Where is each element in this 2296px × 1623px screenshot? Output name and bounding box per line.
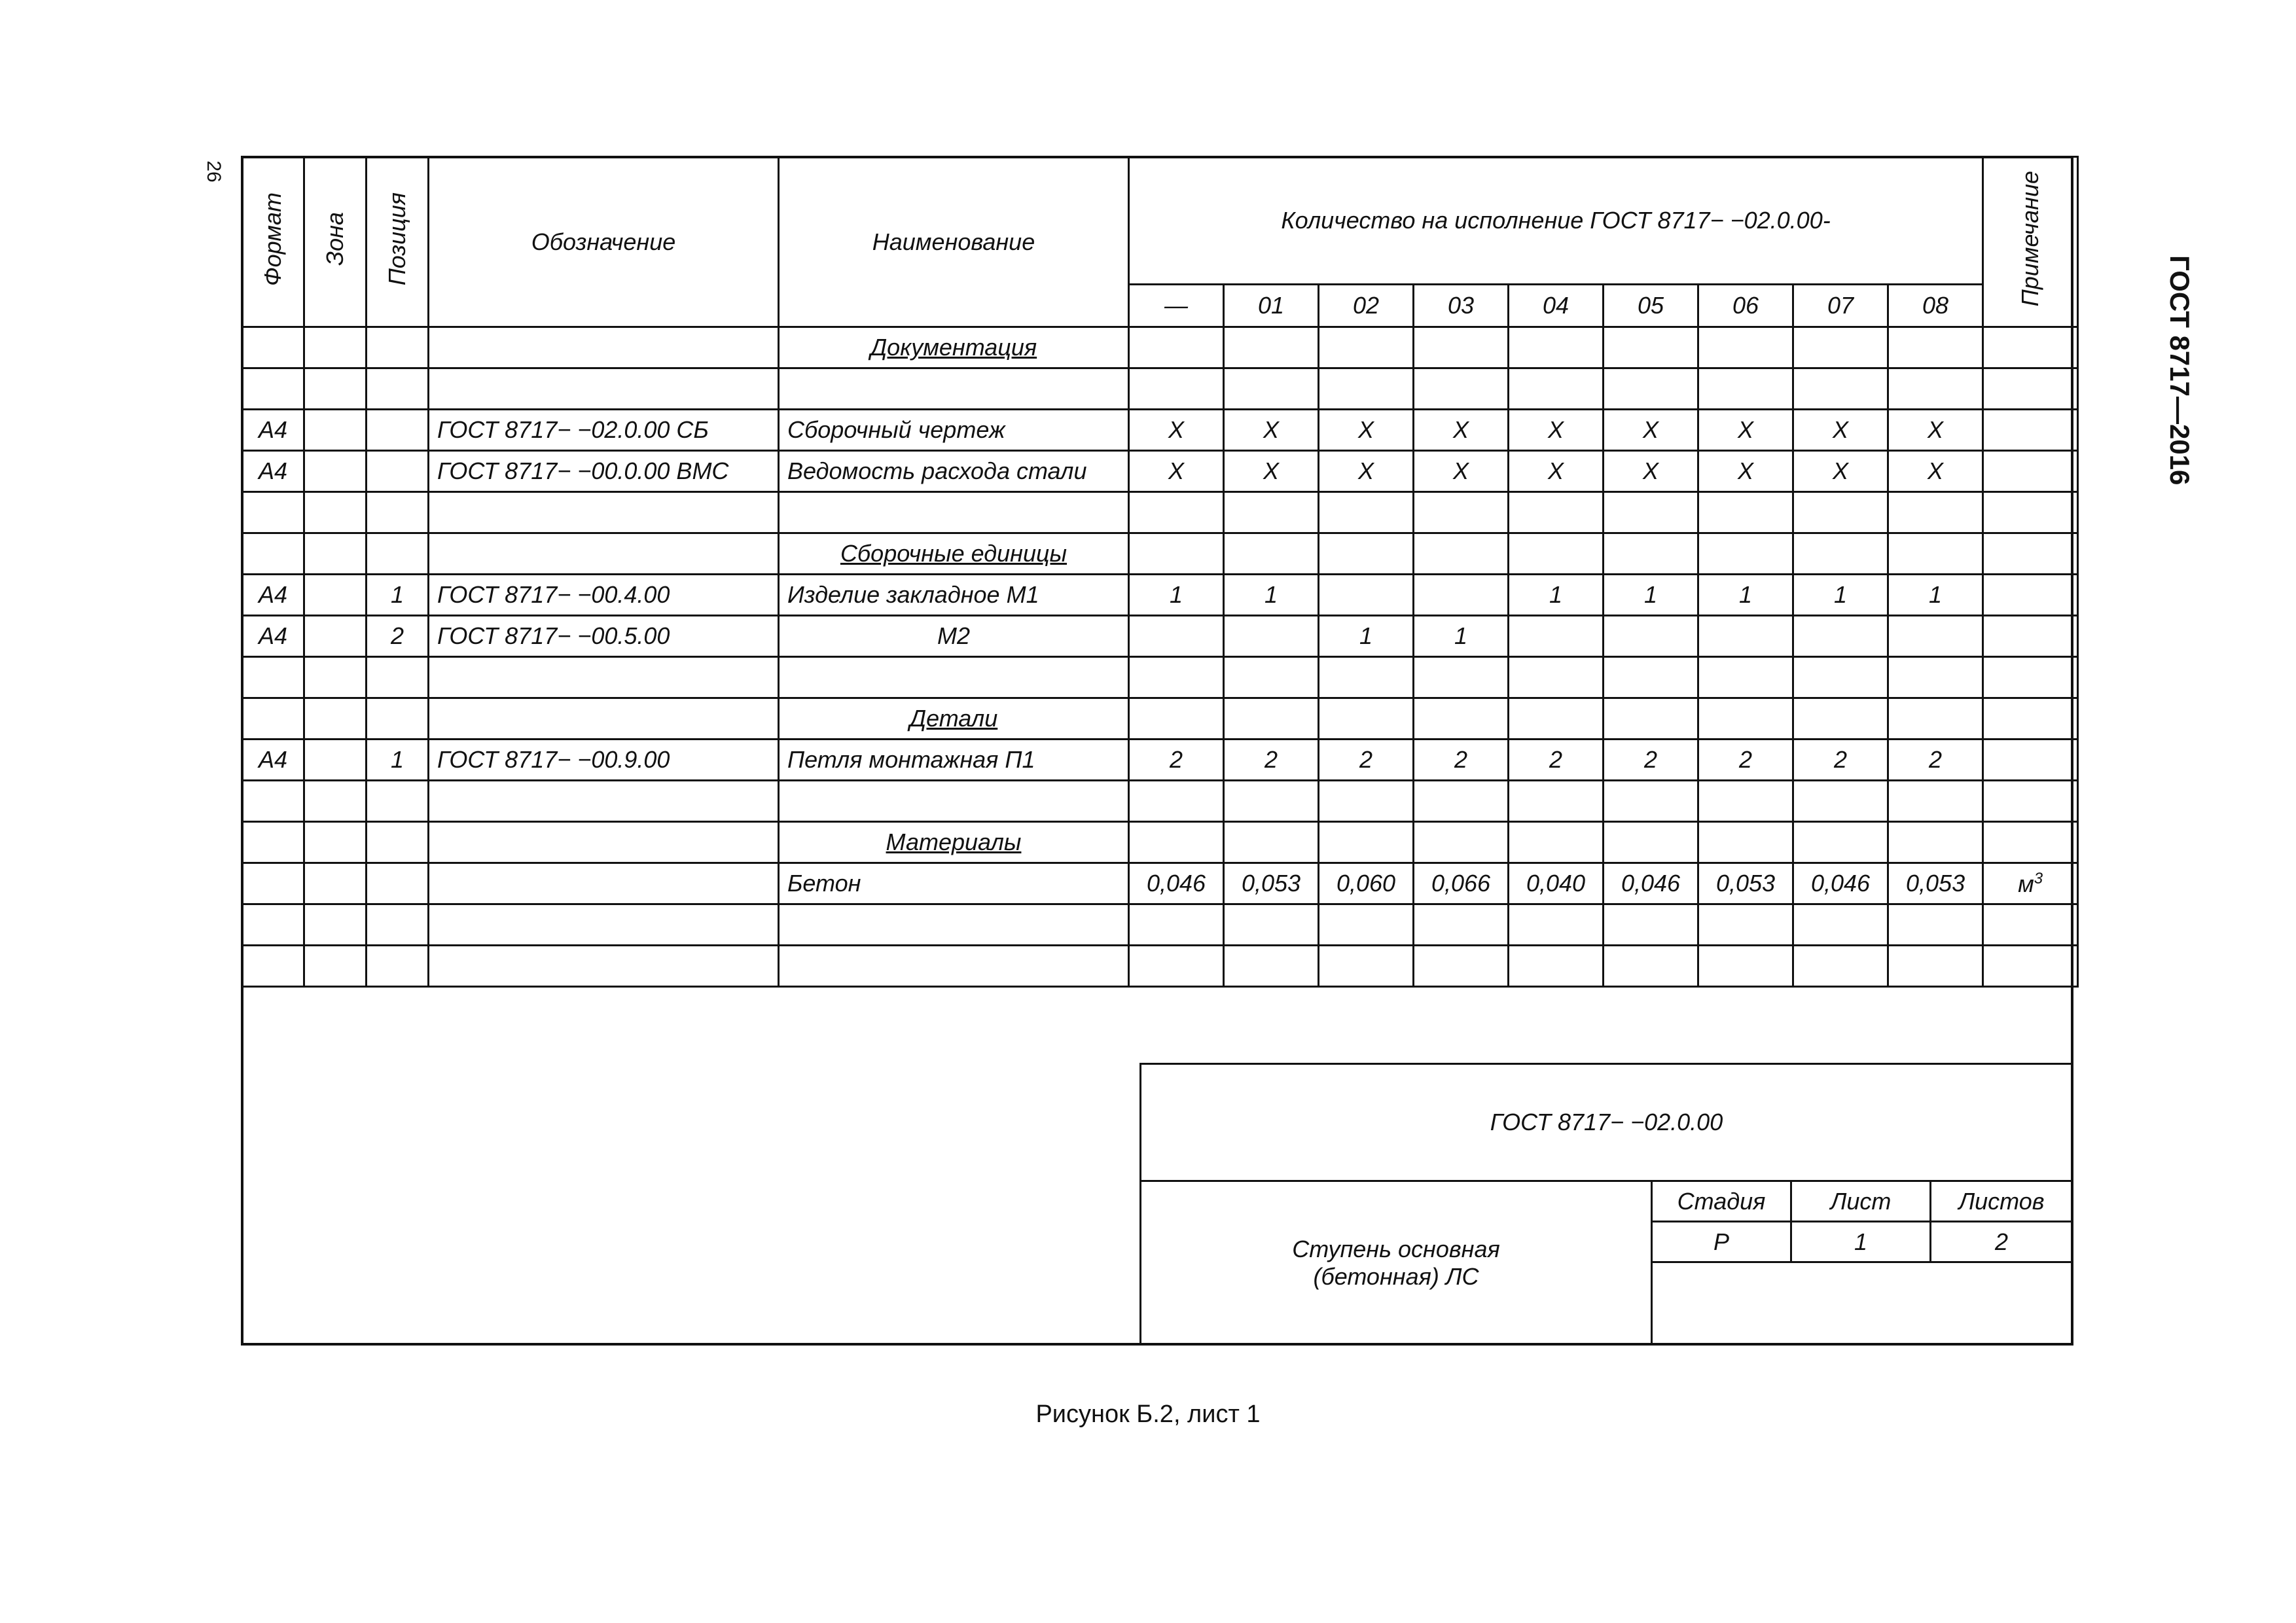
cell-quantity: X [1414, 451, 1509, 492]
cell-position [367, 822, 429, 863]
cell-quantity [1129, 492, 1224, 533]
table-row [242, 368, 2078, 410]
stamp-sheets: 2 [1929, 1221, 2073, 1263]
cell-quantity: 2 [1509, 740, 1604, 781]
cell-designation: ГОСТ 8717− −00.0.00 ВМС [429, 451, 779, 492]
cell-zone [304, 822, 367, 863]
cell-quantity [1509, 327, 1604, 368]
cell-position [367, 781, 429, 822]
cell-format [242, 822, 304, 863]
cell-quantity: 0,046 [1129, 863, 1224, 904]
cell-quantity: 0,053 [1698, 863, 1793, 904]
cell-quantity: 2 [1129, 740, 1224, 781]
cell-quantity [1224, 368, 1319, 410]
cell-zone [304, 575, 367, 616]
cell-note [1983, 533, 2078, 575]
table-row [242, 327, 2078, 368]
cell-zone [304, 533, 367, 575]
cell-quantity [1129, 327, 1224, 368]
cell-quantity [1414, 781, 1509, 822]
table-row [242, 410, 2078, 451]
cell-format: А4 [242, 740, 304, 781]
cell-designation [429, 492, 779, 533]
cell-quantity: 0,066 [1414, 863, 1509, 904]
cell-quantity [1888, 657, 1983, 698]
table-row [242, 863, 2078, 904]
cell-quantity [1224, 616, 1319, 657]
variant-header: 07 [1793, 285, 1888, 327]
cell-note [1983, 904, 2078, 946]
cell-format [242, 698, 304, 740]
cell-quantity: 0,060 [1319, 863, 1414, 904]
cell-quantity [1509, 698, 1604, 740]
variant-header: 06 [1698, 285, 1793, 327]
cell-quantity [1698, 533, 1793, 575]
cell-position [367, 904, 429, 946]
cell-quantity [1604, 533, 1698, 575]
cell-quantity: 2 [1698, 740, 1793, 781]
cell-quantity [1319, 698, 1414, 740]
section-heading: Детали [779, 698, 1129, 740]
cell-name [779, 781, 1129, 822]
cell-name: Сборочный чертеж [779, 410, 1129, 451]
cell-quantity: 1 [1698, 575, 1793, 616]
variant-header: — [1129, 285, 1224, 327]
cell-note [1983, 575, 2078, 616]
cell-quantity [1414, 492, 1509, 533]
cell-position [367, 657, 429, 698]
cell-zone [304, 327, 367, 368]
cell-quantity: X [1888, 451, 1983, 492]
cell-zone [304, 904, 367, 946]
cell-quantity: 1 [1604, 575, 1698, 616]
cell-quantity [1793, 616, 1888, 657]
variant-header: 05 [1604, 285, 1698, 327]
cell-quantity [1319, 575, 1414, 616]
cell-quantity [1414, 822, 1509, 863]
cell-quantity [1509, 657, 1604, 698]
cell-quantity [1888, 698, 1983, 740]
cell-position [367, 863, 429, 904]
cell-format [242, 904, 304, 946]
cell-designation [429, 368, 779, 410]
cell-quantity [1888, 616, 1983, 657]
cell-zone [304, 740, 367, 781]
cell-quantity [1129, 904, 1224, 946]
cell-note [1983, 822, 2078, 863]
cell-format [242, 946, 304, 987]
cell-designation: ГОСТ 8717− −00.4.00 [429, 575, 779, 616]
cell-quantity: 2 [1604, 740, 1698, 781]
stamp-title-line1: Ступень основная [1292, 1235, 1500, 1262]
cell-quantity [1414, 368, 1509, 410]
cell-zone [304, 781, 367, 822]
cell-quantity [1319, 822, 1414, 863]
cell-format [242, 327, 304, 368]
cell-position [367, 492, 429, 533]
page-number: 26 [203, 160, 224, 183]
cell-note [1983, 781, 2078, 822]
cell-format: А4 [242, 616, 304, 657]
cell-name: Изделие закладное М1 [779, 575, 1129, 616]
cell-format [242, 781, 304, 822]
cell-quantity [1888, 533, 1983, 575]
cell-quantity [1698, 616, 1793, 657]
cell-quantity [1414, 327, 1509, 368]
cell-quantity [1888, 781, 1983, 822]
cell-quantity [1129, 368, 1224, 410]
cell-designation: ГОСТ 8717− −02.0.00 СБ [429, 410, 779, 451]
cell-format: А4 [242, 575, 304, 616]
cell-zone [304, 410, 367, 451]
cell-designation [429, 698, 779, 740]
cell-quantity [1604, 698, 1698, 740]
cell-note [1983, 492, 2078, 533]
cell-format [242, 863, 304, 904]
cell-quantity [1888, 327, 1983, 368]
cell-note [1983, 863, 2078, 904]
stamp-sheet: 1 [1790, 1221, 1931, 1263]
table-row [242, 657, 2078, 698]
cell-quantity [1604, 822, 1698, 863]
cell-quantity [1509, 822, 1604, 863]
cell-designation [429, 657, 779, 698]
cell-name: Бетон [779, 863, 1129, 904]
cell-position [367, 451, 429, 492]
cell-quantity: X [1224, 410, 1319, 451]
cell-designation [429, 946, 779, 987]
cell-position [367, 533, 429, 575]
cell-quantity [1129, 946, 1224, 987]
cell-quantity [1604, 946, 1698, 987]
cell-quantity: X [1604, 451, 1698, 492]
header-position: Позиция [367, 157, 429, 327]
stamp-stage-label: Стадия [1651, 1180, 1792, 1222]
cell-format [242, 533, 304, 575]
cell-note [1983, 946, 2078, 987]
stamp-sheet-label: Лист [1790, 1180, 1931, 1222]
standard-code: ГОСТ 8717—2016 [2164, 255, 2195, 486]
unit-superscript: 3 [2034, 869, 2043, 887]
header-quantity: Количество на исполнение ГОСТ 8717− −02.0.00- [1129, 157, 1983, 285]
table-row [242, 698, 2078, 740]
cell-quantity [1698, 781, 1793, 822]
cell-quantity [1888, 368, 1983, 410]
cell-quantity: X [1509, 410, 1604, 451]
cell-quantity: 1 [1414, 616, 1509, 657]
cell-quantity: X [1509, 451, 1604, 492]
cell-quantity [1698, 492, 1793, 533]
cell-quantity [1698, 698, 1793, 740]
table-row [242, 616, 2078, 657]
cell-quantity [1509, 946, 1604, 987]
cell-zone [304, 368, 367, 410]
table-row [242, 575, 2078, 616]
cell-name: Петля монтажная П1 [779, 740, 1129, 781]
cell-quantity [1414, 904, 1509, 946]
cell-quantity [1698, 904, 1793, 946]
cell-note [1983, 451, 2078, 492]
cell-position [367, 327, 429, 368]
header-row [242, 157, 2078, 285]
cell-quantity [1793, 904, 1888, 946]
cell-note [1983, 698, 2078, 740]
cell-quantity [1224, 822, 1319, 863]
cell-note [1983, 657, 2078, 698]
cell-quantity [1604, 657, 1698, 698]
cell-quantity [1319, 368, 1414, 410]
cell-quantity: 1 [1129, 575, 1224, 616]
cell-position [367, 698, 429, 740]
cell-quantity [1604, 616, 1698, 657]
cell-quantity: X [1698, 410, 1793, 451]
cell-position [367, 946, 429, 987]
cell-quantity [1129, 698, 1224, 740]
cell-quantity: 0,040 [1509, 863, 1604, 904]
cell-quantity [1224, 657, 1319, 698]
cell-quantity: 1 [1319, 616, 1414, 657]
cell-quantity: 2 [1224, 740, 1319, 781]
cell-quantity: X [1129, 451, 1224, 492]
cell-quantity [1888, 822, 1983, 863]
cell-quantity [1698, 946, 1793, 987]
cell-quantity [1224, 492, 1319, 533]
table-row [242, 822, 2078, 863]
cell-zone [304, 946, 367, 987]
cell-position: 1 [367, 740, 429, 781]
table-row [242, 451, 2078, 492]
variant-header: 02 [1319, 285, 1414, 327]
table-row [242, 740, 2078, 781]
cell-quantity [1319, 781, 1414, 822]
cell-format [242, 368, 304, 410]
cell-position [367, 368, 429, 410]
cell-quantity: X [1319, 410, 1414, 451]
variant-header: 03 [1414, 285, 1509, 327]
cell-quantity [1604, 368, 1698, 410]
cell-designation [429, 327, 779, 368]
table-row [242, 533, 2078, 575]
cell-quantity [1698, 368, 1793, 410]
cell-quantity [1509, 781, 1604, 822]
cell-quantity [1129, 533, 1224, 575]
cell-quantity: X [1793, 451, 1888, 492]
cell-quantity [1224, 946, 1319, 987]
cell-position: 2 [367, 616, 429, 657]
cell-quantity [1509, 616, 1604, 657]
cell-quantity [1793, 533, 1888, 575]
table-row [242, 781, 2078, 822]
cell-quantity: 0,053 [1888, 863, 1983, 904]
cell-note [1983, 740, 2078, 781]
cell-quantity [1224, 698, 1319, 740]
cell-quantity [1224, 781, 1319, 822]
cell-designation [429, 863, 779, 904]
cell-name [779, 492, 1129, 533]
cell-designation [429, 904, 779, 946]
cell-quantity: X [1319, 451, 1414, 492]
cell-quantity [1414, 698, 1509, 740]
variant-header: 01 [1224, 285, 1319, 327]
header-format: Формат [242, 157, 304, 327]
cell-quantity [1319, 657, 1414, 698]
cell-quantity [1319, 533, 1414, 575]
cell-designation: ГОСТ 8717− −00.9.00 [429, 740, 779, 781]
cell-quantity [1319, 327, 1414, 368]
cell-quantity: 2 [1888, 740, 1983, 781]
cell-note [1983, 616, 2078, 657]
section-heading: Материалы [779, 822, 1129, 863]
cell-quantity: 2 [1793, 740, 1888, 781]
cell-zone [304, 698, 367, 740]
cell-format [242, 492, 304, 533]
cell-format [242, 657, 304, 698]
cell-quantity [1793, 492, 1888, 533]
cell-quantity: X [1604, 410, 1698, 451]
table-row [242, 946, 2078, 987]
cell-quantity: X [1129, 410, 1224, 451]
cell-quantity: X [1888, 410, 1983, 451]
table-row [242, 492, 2078, 533]
cell-quantity [1604, 327, 1698, 368]
header-zone: Зона [304, 157, 367, 327]
cell-quantity: 1 [1509, 575, 1604, 616]
cell-name [779, 657, 1129, 698]
cell-name: М2 [779, 616, 1129, 657]
cell-zone [304, 451, 367, 492]
table-row [242, 904, 2078, 946]
cell-format: А4 [242, 451, 304, 492]
cell-note [1983, 327, 2078, 368]
cell-quantity [1509, 533, 1604, 575]
cell-quantity [1129, 781, 1224, 822]
cell-quantity [1793, 781, 1888, 822]
header-designation: Обозначение [429, 157, 779, 327]
cell-quantity [1414, 575, 1509, 616]
cell-quantity: X [1224, 451, 1319, 492]
cell-quantity [1793, 368, 1888, 410]
cell-quantity: X [1793, 410, 1888, 451]
cell-quantity [1319, 492, 1414, 533]
cell-quantity [1224, 533, 1319, 575]
cell-quantity: 1 [1793, 575, 1888, 616]
cell-zone [304, 616, 367, 657]
cell-quantity [1224, 904, 1319, 946]
cell-quantity: 0,053 [1224, 863, 1319, 904]
cell-quantity [1319, 946, 1414, 987]
cell-quantity [1888, 904, 1983, 946]
stamp-title [1139, 1180, 1653, 1346]
cell-quantity [1604, 492, 1698, 533]
cell-name [779, 368, 1129, 410]
cell-quantity: 0,046 [1793, 863, 1888, 904]
cell-zone [304, 863, 367, 904]
stamp-title-line2: (бетонная) ЛС [1313, 1262, 1479, 1290]
cell-quantity [1793, 327, 1888, 368]
cell-position: 1 [367, 575, 429, 616]
cell-quantity: 1 [1224, 575, 1319, 616]
header-note: Примечание [1983, 157, 2078, 327]
header-name: Наименование [779, 157, 1129, 327]
specification-table [241, 156, 2079, 988]
cell-zone [304, 657, 367, 698]
stamp-sheets-label: Листов [1929, 1180, 2073, 1222]
figure-caption: Рисунок Б.2, лист 1 [1035, 1400, 1261, 1428]
cell-designation [429, 781, 779, 822]
variant-header: 08 [1888, 285, 1983, 327]
variant-header: 04 [1509, 285, 1604, 327]
cell-quantity [1793, 698, 1888, 740]
cell-designation [429, 822, 779, 863]
cell-format: А4 [242, 410, 304, 451]
cell-quantity [1129, 616, 1224, 657]
cell-quantity [1888, 946, 1983, 987]
cell-quantity [1414, 946, 1509, 987]
cell-position [367, 410, 429, 451]
cell-name [779, 946, 1129, 987]
cell-quantity [1698, 657, 1793, 698]
cell-quantity [1414, 533, 1509, 575]
cell-quantity [1319, 904, 1414, 946]
cell-quantity: 2 [1319, 740, 1414, 781]
cell-name [779, 904, 1129, 946]
cell-designation [429, 533, 779, 575]
stamp-empty [1651, 1261, 2073, 1346]
cell-quantity [1793, 946, 1888, 987]
section-heading: Сборочные единицы [779, 533, 1129, 575]
cell-quantity: 2 [1414, 740, 1509, 781]
stamp-code: ГОСТ 8717− −02.0.00 [1139, 1063, 2073, 1182]
cell-quantity [1888, 492, 1983, 533]
cell-name: Ведомость расхода стали [779, 451, 1129, 492]
cell-quantity: 0,046 [1604, 863, 1698, 904]
cell-quantity [1793, 657, 1888, 698]
cell-quantity [1509, 368, 1604, 410]
cell-quantity [1698, 327, 1793, 368]
cell-designation: ГОСТ 8717− −00.5.00 [429, 616, 779, 657]
cell-note [1983, 410, 2078, 451]
cell-quantity: X [1414, 410, 1509, 451]
cell-quantity [1793, 822, 1888, 863]
title-block [1139, 1063, 2073, 1346]
cell-quantity [1604, 781, 1698, 822]
cell-quantity: X [1698, 451, 1793, 492]
cell-quantity: 1 [1888, 575, 1983, 616]
cell-quantity [1509, 904, 1604, 946]
section-heading: Документация [779, 327, 1129, 368]
cell-quantity [1129, 657, 1224, 698]
cell-quantity [1224, 327, 1319, 368]
cell-quantity [1698, 822, 1793, 863]
cell-quantity [1129, 822, 1224, 863]
cell-quantity [1509, 492, 1604, 533]
cell-zone [304, 492, 367, 533]
stamp-stage: Р [1651, 1221, 1792, 1263]
cell-note [1983, 368, 2078, 410]
cell-quantity [1414, 657, 1509, 698]
cell-quantity [1604, 904, 1698, 946]
unit-text: м [2018, 870, 2034, 897]
